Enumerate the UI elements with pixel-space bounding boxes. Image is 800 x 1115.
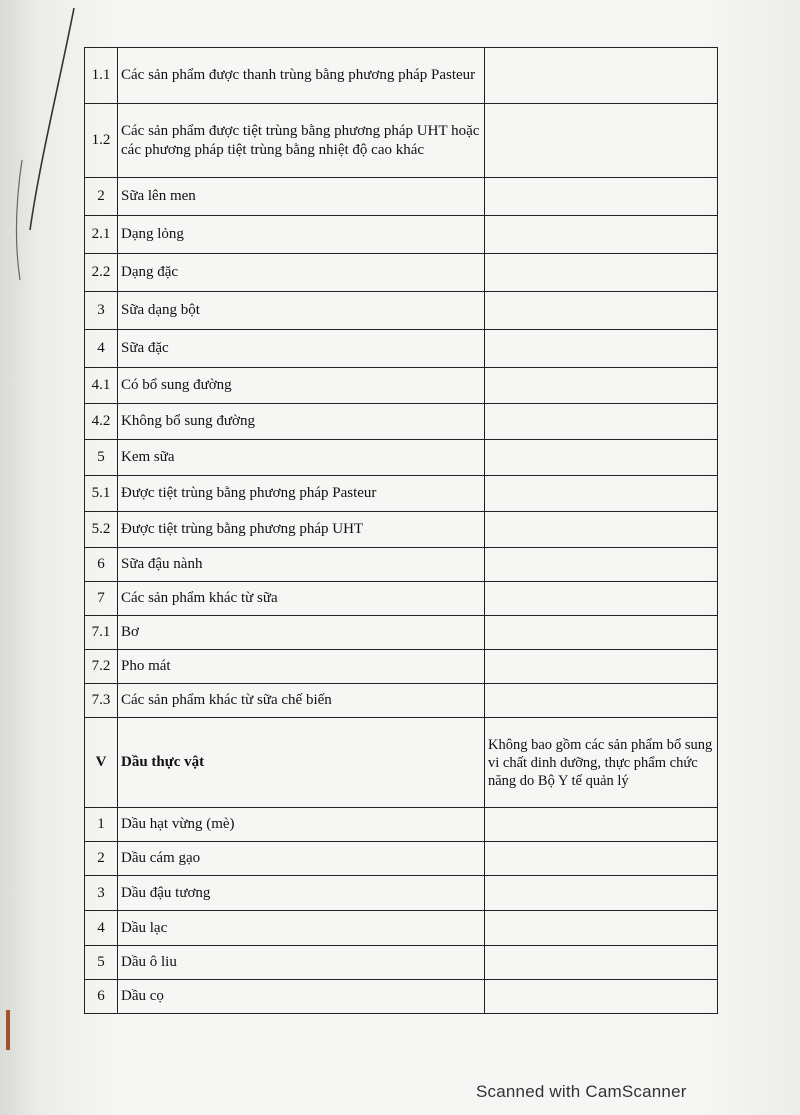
row-number: 5	[85, 440, 118, 476]
table-row	[85, 476, 718, 512]
row-number: 6	[85, 980, 118, 1014]
row-number: 7	[85, 582, 118, 616]
row-number: 4.2	[85, 404, 118, 440]
product-name: Dạng lỏng	[118, 216, 485, 254]
product-note	[485, 330, 718, 368]
table-row	[85, 616, 718, 650]
product-name: Dầu lạc	[118, 911, 485, 946]
row-number: 2.1	[85, 216, 118, 254]
product-note	[485, 808, 718, 842]
table-row	[85, 440, 718, 476]
product-note	[485, 476, 718, 512]
product-note	[485, 616, 718, 650]
product-note	[485, 368, 718, 404]
product-name: Sữa đặc	[118, 330, 485, 368]
product-note	[485, 582, 718, 616]
product-name: Các sản phẩm được thanh trùng bằng phương pháp Pasteur	[118, 48, 485, 104]
product-name: Pho mát	[118, 650, 485, 684]
product-table	[84, 47, 718, 1014]
table-row	[85, 48, 718, 104]
product-note	[485, 216, 718, 254]
row-number: 7.1	[85, 616, 118, 650]
table-row	[85, 178, 718, 216]
product-name: Sữa đậu nành	[118, 548, 485, 582]
row-number: 5.2	[85, 512, 118, 548]
row-number: 3	[85, 292, 118, 330]
table-row	[85, 718, 718, 808]
table-row	[85, 946, 718, 980]
product-note	[485, 178, 718, 216]
product-name: Có bổ sung đường	[118, 368, 485, 404]
product-note	[485, 548, 718, 582]
table-row	[85, 876, 718, 911]
product-note	[485, 48, 718, 104]
product-note	[485, 684, 718, 718]
row-number: 7.2	[85, 650, 118, 684]
product-name: Các sản phẩm khác từ sữa	[118, 582, 485, 616]
row-number: 3	[85, 876, 118, 911]
table-row	[85, 404, 718, 440]
product-note	[485, 876, 718, 911]
product-name: Dầu hạt vừng (mè)	[118, 808, 485, 842]
table-row	[85, 650, 718, 684]
product-name: Được tiệt trùng bằng phương pháp Pasteur	[118, 476, 485, 512]
table-row	[85, 684, 718, 718]
table-row	[85, 548, 718, 582]
scan-edge-marks	[0, 0, 80, 1115]
row-number: 5	[85, 946, 118, 980]
row-number: V	[85, 718, 118, 808]
product-name: Dầu cám gạo	[118, 842, 485, 876]
row-number: 1	[85, 808, 118, 842]
table-row	[85, 512, 718, 548]
row-number: 4.1	[85, 368, 118, 404]
table-row	[85, 330, 718, 368]
table-row	[85, 368, 718, 404]
product-name: Các sản phẩm được tiệt trùng bằng phương pháp UHT hoặc các phương pháp tiệt trùng bằng nhiệt độ cao khác	[118, 104, 485, 178]
scanner-watermark: Scanned with CamScanner	[476, 1082, 687, 1101]
row-number: 2	[85, 178, 118, 216]
row-number: 2.2	[85, 254, 118, 292]
table-row	[85, 292, 718, 330]
row-number: 4	[85, 330, 118, 368]
product-name: Dầu đậu tương	[118, 876, 485, 911]
table-row	[85, 254, 718, 292]
table-row	[85, 808, 718, 842]
product-name: Các sản phẩm khác từ sữa chế biến	[118, 684, 485, 718]
table-row	[85, 216, 718, 254]
table-row	[85, 104, 718, 178]
table-row	[85, 842, 718, 876]
product-name: Dạng đặc	[118, 254, 485, 292]
product-note	[485, 946, 718, 980]
row-number: 5.1	[85, 476, 118, 512]
product-note	[485, 440, 718, 476]
product-name: Dầu cọ	[118, 980, 485, 1014]
row-number: 4	[85, 911, 118, 946]
product-name: Sữa lên men	[118, 178, 485, 216]
product-name: Dầu ô liu	[118, 946, 485, 980]
product-name: Dầu thực vật	[118, 718, 485, 808]
product-note: Không bao gồm các sản phẩm bổ sung vi chất dinh dưỡng, thực phẩm chức năng do Bộ Y tế quản lý	[485, 718, 718, 808]
table-row	[85, 911, 718, 946]
product-note	[485, 650, 718, 684]
product-note	[485, 292, 718, 330]
product-note	[485, 104, 718, 178]
product-note	[485, 842, 718, 876]
product-note	[485, 254, 718, 292]
product-name: Kem sữa	[118, 440, 485, 476]
table-row	[85, 980, 718, 1014]
row-number: 1.1	[85, 48, 118, 104]
product-name: Sữa dạng bột	[118, 292, 485, 330]
product-note	[485, 512, 718, 548]
product-note	[485, 980, 718, 1014]
row-number: 2	[85, 842, 118, 876]
table-row	[85, 582, 718, 616]
row-number: 6	[85, 548, 118, 582]
product-note	[485, 404, 718, 440]
product-name: Không bổ sung đường	[118, 404, 485, 440]
product-note	[485, 911, 718, 946]
row-number: 1.2	[85, 104, 118, 178]
product-name: Bơ	[118, 616, 485, 650]
product-name: Được tiệt trùng bằng phương pháp UHT	[118, 512, 485, 548]
row-number: 7.3	[85, 684, 118, 718]
